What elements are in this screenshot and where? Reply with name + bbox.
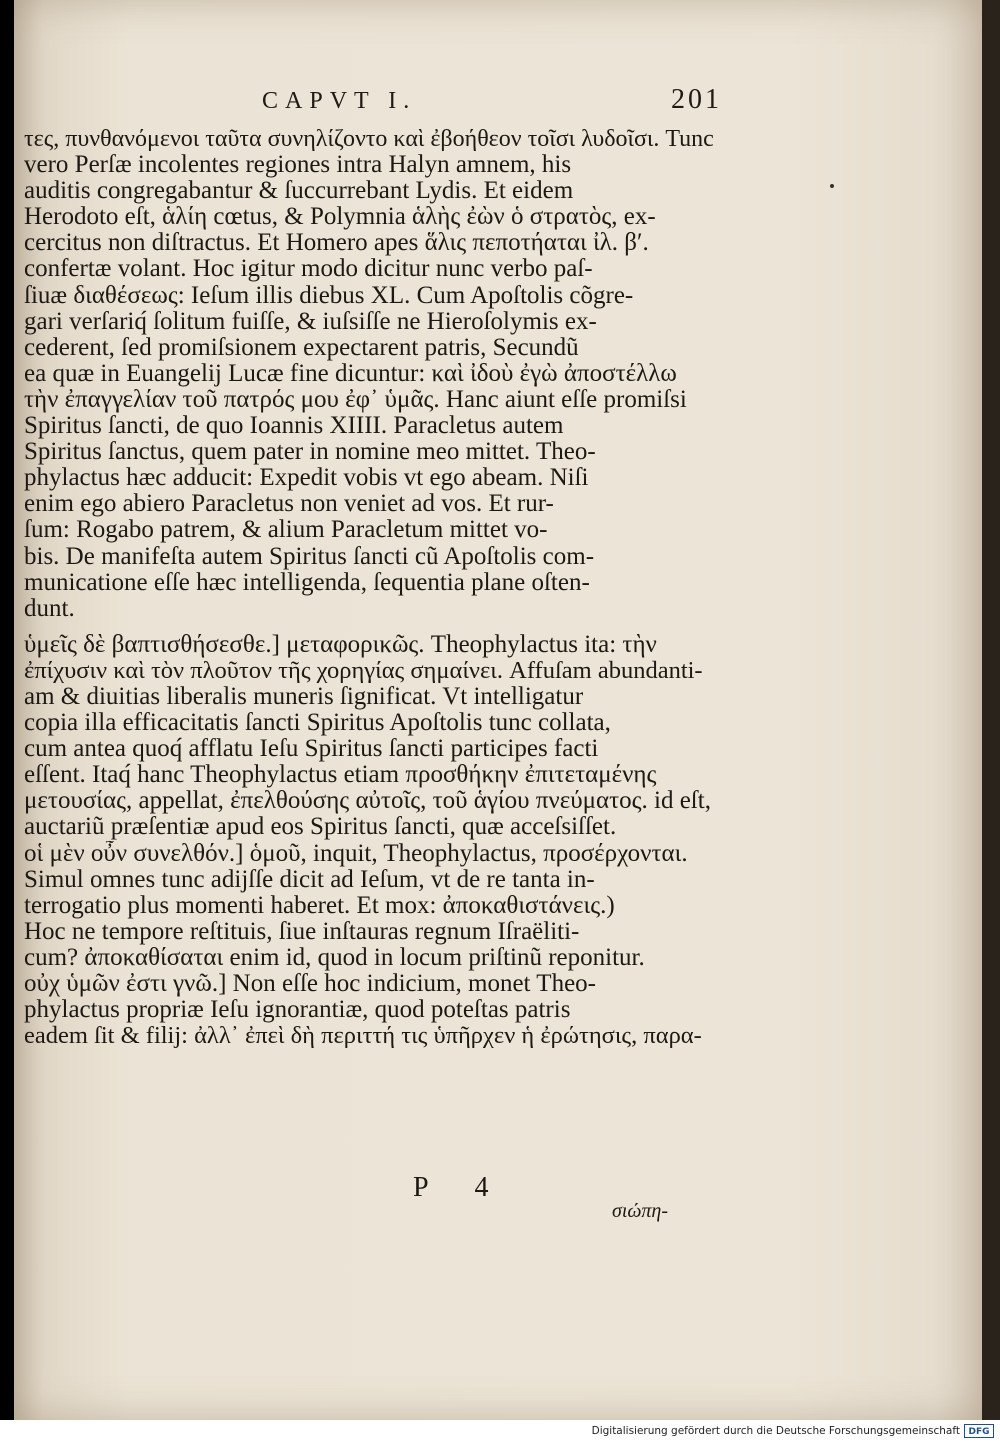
text-line: phylactus hæc adducit: Expedit vobis vt ego abeam. Niſi (24, 465, 589, 492)
text-line: cederent, ſed promiſsionem expectarent patris, Secundũ (24, 334, 579, 361)
text-line: municatione eſſe hæc intelligenda, ſequentia plane oſten- (24, 569, 590, 596)
text-line: auctariũ præſentiæ apud eos Spiritus ſancti, quæ acceſsiſſet. (24, 814, 617, 841)
signature-mark: P 4 (413, 1172, 509, 1203)
text-line: ſiuæ διαθέσεως: Ieſum illis diebus XL. Cum Apoſtolis cõgre- (24, 282, 634, 309)
text-line: Hoc ne tempore reſtituis, ſiue inſtauras regnum Iſraëliti- (24, 918, 580, 945)
funding-credit: Digitalisierung gefördert durch die Deutsche Forschungsgemeinschaft (591, 1425, 960, 1437)
text-line: confertæ volant. Hoc igitur modo dicitur nunc verbo paſ- (24, 256, 593, 283)
text-line: eadem ſit & filij: ἀλλ᾽ ἐπεὶ δὴ περιττή τις ὑπῆρχεν ἡ ἐρώτησις, παρα- (24, 1023, 702, 1050)
catchword: σιώπη- (612, 1200, 668, 1222)
text-line: μετουσίας, appellat, ἐπελθούσης αὐτοῖς, τοῦ ἁγίου πνεύματος. id eſt, (24, 788, 711, 815)
text-line: τὴν ἐπαγγελίαν τοῦ πατρός μου ἐφ᾽ ὑμᾶς. Hanc aiunt eſſe promiſsi (24, 386, 687, 413)
text-line: cum antea quoq́ afflatu Ieſu Spiritus ſancti participes facti (24, 736, 599, 763)
running-header (262, 84, 722, 124)
paragraph-gap (24, 622, 714, 632)
text-line: Herodoto eſt, ἁλίη cœtus, & Polymnia ἁλὴς ἐὼν ὁ στρατὸς, ex- (24, 204, 656, 231)
text-line: enim ego abiero Paracletus non veniet ad vos. Et rur- (24, 491, 554, 518)
text-line: phylactus propriæ Ieſu ignorantiæ, quod poteſtas patris (24, 997, 571, 1024)
body-text (24, 126, 714, 1049)
footer-bar (0, 1420, 1000, 1443)
text-line: vero Perſæ incolentes regiones intra Halyn amnem, his (24, 152, 572, 179)
text-line: copia illa efficacitatis ſancti Spiritus Apoſtolis tunc collata, (24, 710, 611, 737)
page-number: 201 (671, 84, 722, 115)
text-line: ὑμεῖς δὲ βαπτισθήσεσθε.] μεταφορικῶς. Theophylactus ita: τὴν (24, 631, 657, 658)
text-line: οὐχ ὑμῶν ἐστι γνῶ.] Non eſſe hoc indicium, monet Theo- (24, 971, 596, 997)
dfg-logo: DFG (964, 1424, 994, 1438)
text-line: bis. De manifeſta autem Spiritus ſancti cũ Apoſtolis com- (24, 543, 595, 570)
text-line: ſum: Rogabo patrem, & alium Paracletum mittet vo- (24, 517, 548, 544)
text-line: am & diuitias liberalis muneris ſignificat. Vt intelligatur (24, 683, 584, 710)
text-line: cercitus non diſtractus. Et Homero apes ἅλις πεποτήαται ἰλ. β′. (24, 230, 649, 257)
text-line: ἐπίχυσιν καὶ τὸν πλοῦτον τῆς χορηγίας σημαίνει. Affuſam abundanti- (24, 657, 703, 684)
running-title: CAPVT I. (262, 88, 417, 114)
text-line: ea quæ in Euangelij Lucæ fine dicuntur: καὶ ἰδοὺ ἐγὼ ἀποστέλλω (24, 360, 677, 387)
page-edge-shadow (982, 0, 1000, 1420)
text-line: eſſent. Itaq́ hanc Theophylactus etiam προσθήκην ἐπιτεταμένης (24, 762, 657, 789)
text-line: auditis congregabantur & ſuccurrebant Lydis. Et eidem (24, 178, 574, 205)
text-line: οἱ μὲν οὖν συνελθόν.] ὁμοῦ, inquit, Theophylactus, προσέρχονται. (24, 840, 688, 867)
ink-speck (830, 184, 834, 188)
text-line: gari verſariq́ ſolitum fuiſſe, & iuſsiſſe ne Hieroſolymis ex- (24, 308, 597, 335)
text-line: τες, πυνθανόμενοι ταῦτα συνηλίζοντο καὶ ἐβοήθεον τοῖσι λυδοῖσι. Tunc (24, 126, 714, 152)
text-line: terrogatio plus momenti haberet. Et mox: ἀποκαθιστάνεις.) (24, 892, 615, 919)
text-line: Spiritus ſanctus, quem pater in nomine meo mittet. Theo- (24, 439, 596, 466)
text-line: cum? ἀποκαθίσαται enim id, quod in locum priſtinũ reponitur. (24, 944, 645, 971)
text-line: Simul omnes tunc adijſſe dicit ad Ieſum, vt de re tanta in- (24, 866, 595, 893)
text-line: Spiritus ſancti, de quo Ioannis XIIII. Paracletus autem (24, 413, 564, 440)
text-line: dunt. (24, 595, 75, 622)
